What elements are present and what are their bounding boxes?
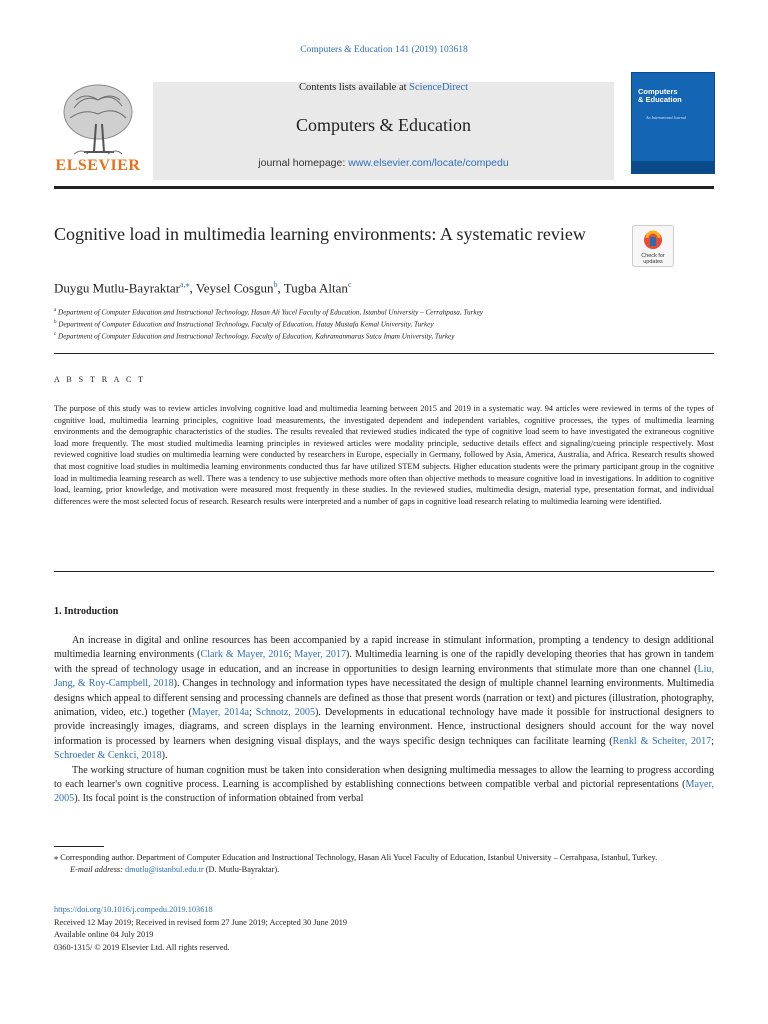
paragraph-text: The working structure of human cognition must be taken into consideration when designing multimedia messages to allow the learning to progress according to each learner's own cognitive process. Learning is accomplished by establishing connections between compatible verbal and pictorial representations ( bbox=[54, 764, 714, 791]
footnote bbox=[54, 852, 714, 876]
paragraph-text: ; bbox=[248, 707, 256, 719]
sciencedirect-link[interactable]: ScienceDirect bbox=[409, 82, 469, 93]
abstract-top-rule bbox=[54, 353, 714, 354]
homepage-prefix: journal homepage: bbox=[258, 157, 349, 169]
corresponding-author-note: ⁎ Corresponding author. Department of Computer Education and Instructional Technology, Hasan Ali Yucel Faculty of Education, Istanbul University – Cerrahpasa, Istanbul, Turkey. bbox=[54, 853, 658, 862]
homepage-link[interactable]: www.elsevier.com/locate/compedu bbox=[348, 157, 509, 169]
paragraph-text: ). Developments in educational technology have made it possible for instructional designers to provide increasingly images, diagrams, and screen displays in the learning environment. Hence, instructional designers should account for the way novel information is processed by learners when designing visual displays, and the ways specific design techniques can facilitate learning ( bbox=[54, 707, 715, 747]
journal-title: Computers & Education bbox=[296, 115, 471, 135]
paragraph-text: ). Changes in technology and information types have necessitated the design of multiple channel learning environments. Multimedia designs which appeal to different sensing and processing channels are defined as those that present words (narration or text) and pictures (illustration, photography, animation, video, etc.) together ( bbox=[54, 678, 714, 719]
author-name[interactable]: Tugba Altan bbox=[283, 280, 348, 296]
author-affiliation-marker[interactable]: b bbox=[273, 280, 278, 289]
journal-header-box bbox=[153, 82, 614, 180]
citation-link[interactable]: Clark & Mayer, 2016 bbox=[200, 649, 289, 661]
elsevier-wordmark: ELSEVIER bbox=[55, 157, 141, 174]
email-line bbox=[54, 864, 714, 876]
journal-homepage-line bbox=[153, 157, 614, 169]
article-metadata bbox=[54, 904, 347, 954]
citation-link[interactable]: Schnotz, 2005 bbox=[255, 707, 315, 719]
doi-link[interactable]: https://doi.org/10.1016/j.compedu.2019.103618 bbox=[54, 905, 213, 914]
check-updates-label: Check for updates bbox=[641, 253, 665, 265]
citation-link[interactable]: Mayer, 2017 bbox=[294, 649, 347, 661]
paragraph-text: ). bbox=[161, 750, 168, 762]
citation-link[interactable]: Renkl & Scheiter, 2017 bbox=[612, 735, 712, 747]
journal-citation[interactable]: Computers & Education 141 (2019) 103618 bbox=[300, 45, 468, 55]
paragraph-text: ; bbox=[711, 735, 714, 747]
section-heading-introduction: 1. Introduction bbox=[54, 606, 119, 617]
affiliation-b: $^b$ Department of Computer Education and Instructional Technology, Faculty of Education, Hatay Mustafa Kemal University, Turkey bbox=[54, 320, 434, 329]
affiliation-a: $^a$ Department of Computer Education and Instructional Technology, Hasan Ali Yucel Faculty of Education, Istanbul University – Cerrahpasa, Turkey bbox=[54, 308, 483, 317]
citation-link[interactable]: Mayer, 2014a bbox=[191, 707, 249, 719]
abstract-heading: A B S T R A C T bbox=[54, 375, 146, 384]
author-separator: , bbox=[189, 280, 196, 296]
article-title: Cognitive load in multimedia learning environments: A systematic review bbox=[54, 224, 586, 244]
author-name[interactable]: Duygu Mutlu-Bayraktar bbox=[54, 280, 181, 296]
footnote-rule bbox=[54, 846, 104, 847]
paragraph-text: ). Multimedia learning is one of the rapidly developing theories that has grown in tandem with the spread of technology usage in education, and an increase in opportunities to design learning environments that stimulate more than one channel ( bbox=[54, 649, 714, 675]
abstract-bottom-rule bbox=[54, 571, 714, 572]
author-affiliation-marker[interactable]: c bbox=[347, 280, 352, 289]
check-updates-icon bbox=[633, 226, 673, 254]
available-online: Available online 04 July 2019 bbox=[54, 930, 154, 939]
email-link[interactable]: dmutlu@istanbul.edu.tr bbox=[125, 865, 204, 874]
affiliation-c: $^c$ Department of Computer Education and Instructional Technology, Faculty of Education, Kahramanmaras Sutcu Imam University, Turkey bbox=[54, 332, 455, 341]
author-separator: , bbox=[277, 280, 284, 296]
citation-link[interactable]: Liu, Jang, & Roy-Campbell, 2018 bbox=[54, 663, 714, 690]
email-label: E-mail address: bbox=[70, 865, 123, 874]
copyright: 0360-1315/ © 2019 Elsevier Ltd. All rights reserved. bbox=[54, 942, 230, 952]
intro-paragraph-1 bbox=[54, 634, 714, 764]
citation-link[interactable]: Mayer, 2005 bbox=[54, 779, 714, 805]
paragraph-text: ; bbox=[288, 649, 295, 661]
contents-line bbox=[153, 82, 614, 93]
received-dates: Received 12 May 2019; Received in revised form 27 June 2019; Accepted 30 June 2019 bbox=[54, 917, 348, 927]
author-list bbox=[54, 280, 351, 296]
header-rule bbox=[54, 186, 714, 189]
author-name[interactable]: Veysel Cosgun bbox=[195, 280, 274, 296]
check-for-updates-button[interactable] bbox=[632, 225, 674, 267]
email-suffix: (D. Mutlu-Bayraktar). bbox=[203, 865, 280, 874]
cover-subtitle: An International Journal bbox=[646, 115, 686, 120]
cover-strip bbox=[632, 161, 714, 173]
author-affiliation-marker[interactable]: a,⁎ bbox=[180, 280, 190, 289]
citation-link[interactable]: Schroeder & Cenkci, 2018 bbox=[54, 750, 162, 762]
intro-paragraph-2 bbox=[54, 764, 714, 807]
paragraph-text: ). Its focal point is the construction of information obtained from verbal bbox=[74, 793, 364, 805]
contents-prefix: Contents lists available at bbox=[298, 82, 410, 93]
abstract-text: The purpose of this study was to review articles involving cognitive load and multimedia learning between 2015 and 2019 in a systematic way. 94 articles were reviewed in terms of the types of cognitive load, multimedia learning principles, cognitive load measurements, the investigated dependent and independent variables, cognitive processes, the types of multimedia learning environments and the demographic characteristics of the studies. The results revealed that reviewed studies indicated the type of cognitive load seem to have investigated the extraneous cognitive load more frequently. The most studied multimedia learning principles in reviewed articles were modality principle, seductive details effect and signaling/cueing principle respectively. Most reviewed cognitive load studies on multimedia learning were conducted by researchers in Europe, especially in Germany, followed by Asia, America, Australia, and Africa. Research results showed that most cognitive load studies in multimedia learning environments conducted thus far have utilized STEM subjects. Higher education students were the primary participant group in the cognitive load in multimedia learning research as well. There was a tendency to use subjective methods more often than objective methods to measure cognitive load in investigations. In addition to cognitive load, learning, prior knowledge, and motivation were measured most frequently in these studies. In the reviewed studies, multimedia design, material type, presentation format, and individual differences were the most selected focus of research. Research results were interpreted and a number of gaps in cognitive load research relating to multimedia learning were identified. bbox=[54, 404, 714, 506]
journal-cover-image[interactable] bbox=[631, 72, 715, 174]
cover-title: Computers & Education bbox=[638, 87, 682, 104]
paragraph-text: An increase in digital and online resources has been accompanied by a rapid increase in stimulant information, prompting a tendency to design additional multimedia learning environments ( bbox=[54, 635, 714, 661]
introduction-body bbox=[54, 634, 714, 807]
